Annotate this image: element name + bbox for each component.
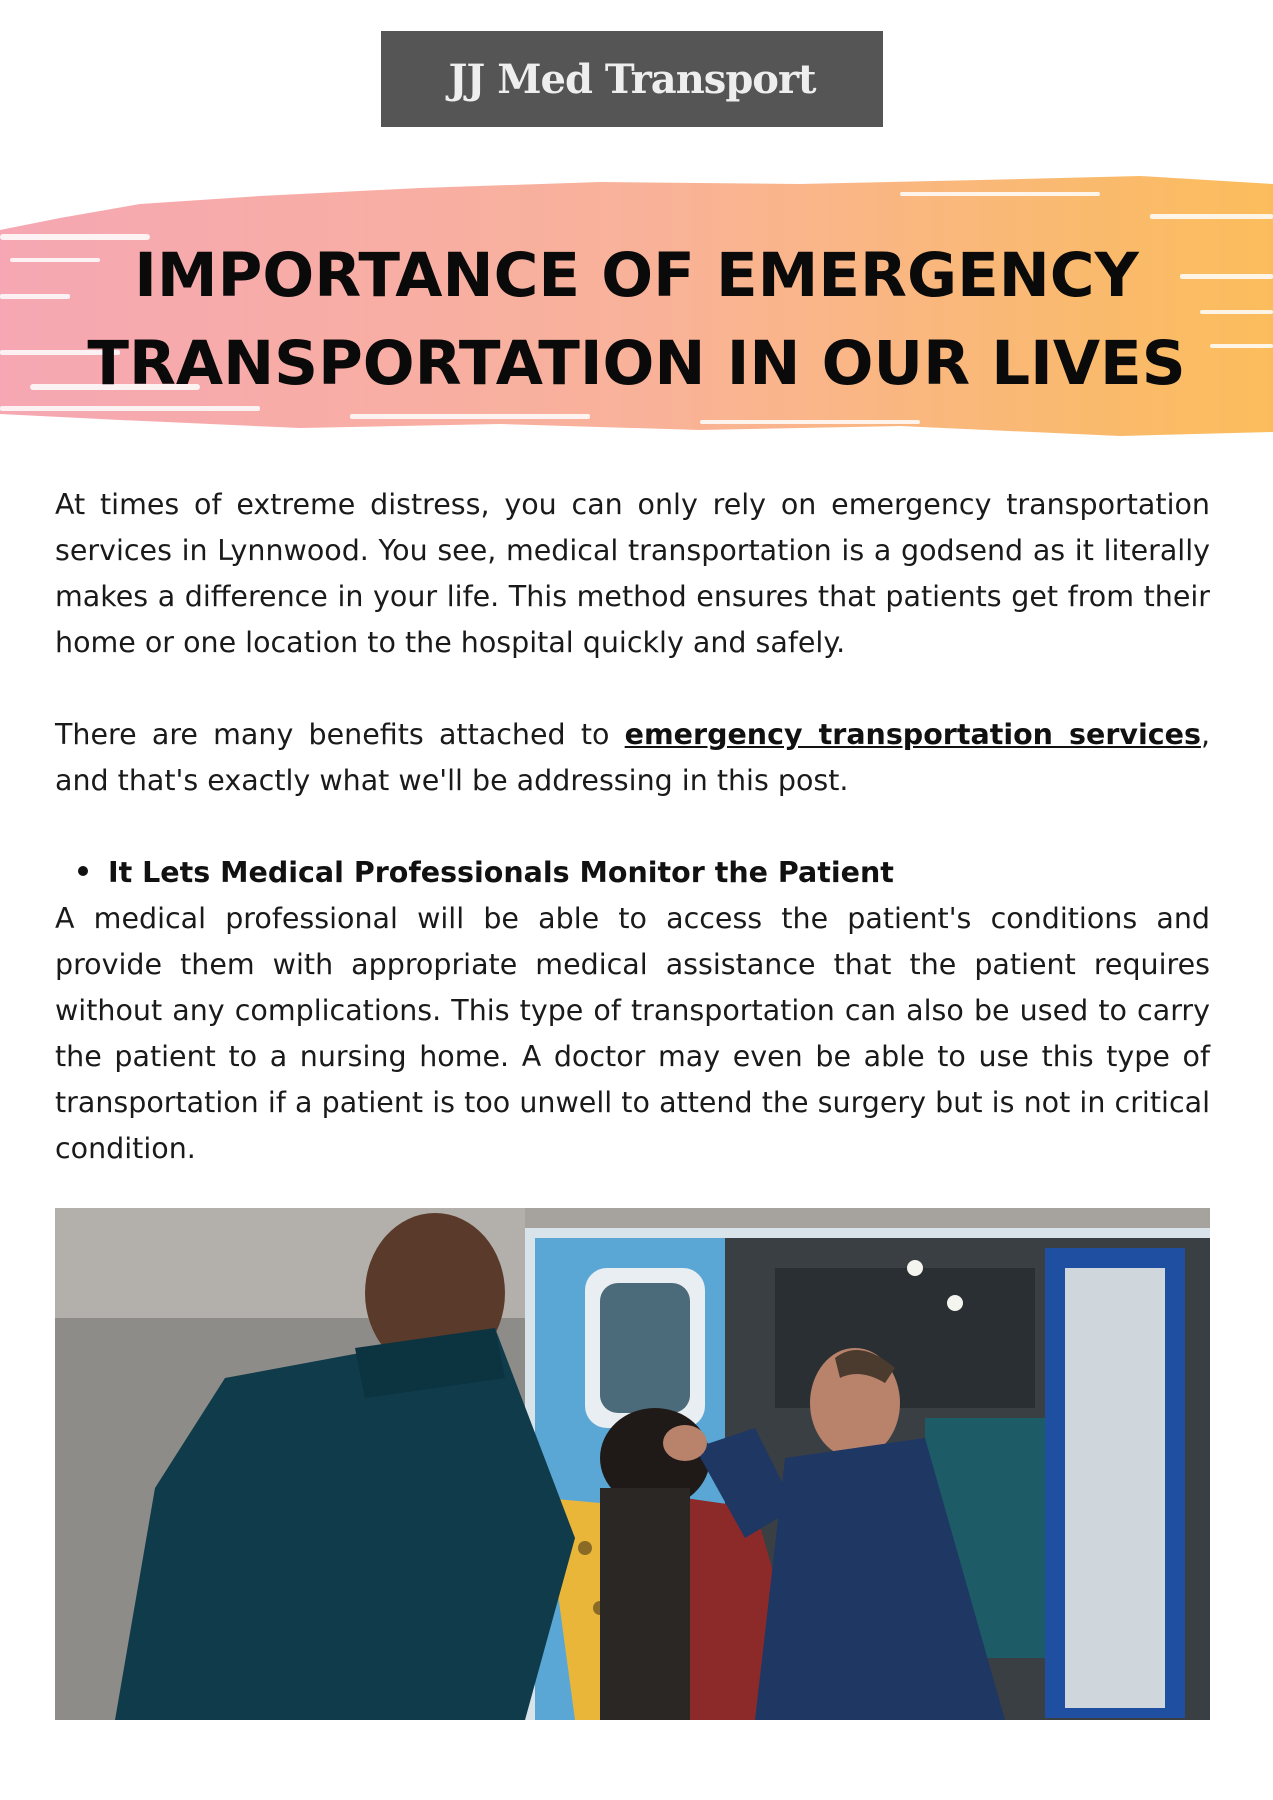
intro-paragraph-2-before: There are many benefits attached to — [55, 718, 625, 751]
page-title-line2: TRANSPORTATION IN OUR LIVES — [87, 328, 1186, 399]
section-heading — [78, 850, 1198, 896]
ambulance-photo — [55, 1208, 1210, 1720]
bullet-icon — [78, 866, 88, 876]
section-heading-text: It Lets Medical Professionals Monitor the Patient — [108, 856, 894, 889]
emergency-transportation-link[interactable]: emergency transportation services — [624, 718, 1201, 751]
page-title-line1: IMPORTANCE OF EMERGENCY — [134, 240, 1139, 311]
page-title — [0, 232, 1273, 408]
intro-paragraph-1: At times of extreme distress, you can only rely on emergency transportation services in Lynnwood. You see, medical transportation is a godsend as it literally makes a difference in your life. This method ensures that patients get from their home or one location to the hospital quickly and safely. — [55, 488, 1210, 659]
logo-text: JJ Med Transport — [448, 55, 816, 103]
intro-paragraph-2 — [55, 712, 1210, 804]
logo[interactable] — [381, 31, 883, 127]
intro-paragraph-2-after: , and that's exactly what we'll be addressing in this post. — [55, 718, 1210, 797]
section-body: A medical professional will be able to access the patient's conditions and provide them with appropriate medical assistance that the patient requires without any complications. This type of transportation can also be used to carry the patient to a nursing home. A doctor may even be able to use this type of transportation if a patient is too unwell to attend the surgery but is not in critical condition. — [55, 902, 1210, 1165]
